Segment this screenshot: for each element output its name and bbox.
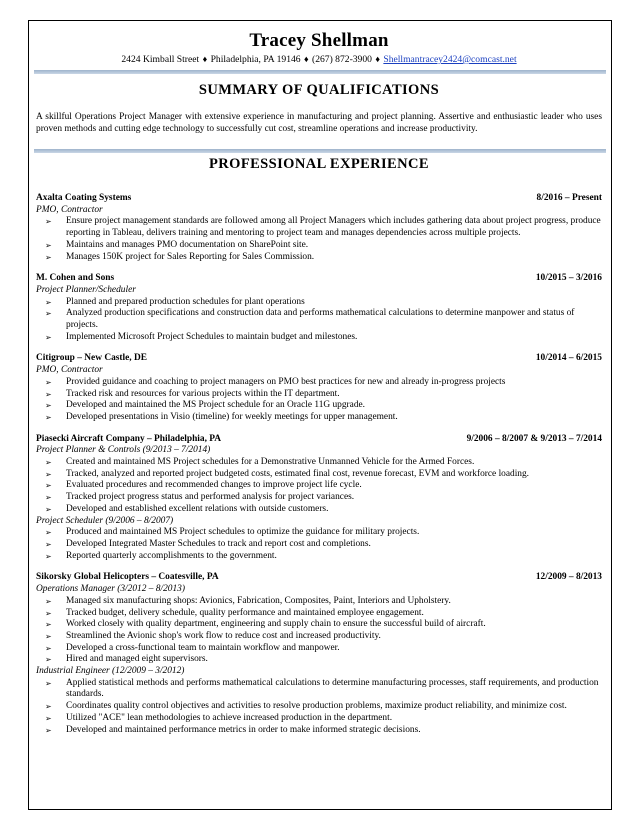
company-name: Piasecki Aircraft Company – Philadelphia, PA <box>36 433 222 444</box>
diamond-separator-icon: ♦ <box>304 54 309 64</box>
arrow-bullet-icon: ➢ <box>45 401 52 411</box>
company-name: Sikorsky Global Helicopters – Coatesville, PA <box>36 572 219 583</box>
bullet-text: Ensure project management standards are followed among all Project Managers which includes gathering data about project progress, produce reporting in Tableau, delivers training and mentoring to project team and manages dependencies across multiple projects. <box>66 216 601 239</box>
company-name: Citigroup – New Castle, DE <box>36 353 148 364</box>
list-item <box>36 527 602 539</box>
list-item <box>36 377 602 389</box>
bullet-text: Developed and maintained the MS Project schedule for an Oracle 11G upgrade. <box>66 400 366 411</box>
job-dates: 10/2014 – 6/2015 <box>535 353 602 364</box>
arrow-bullet-icon: ➢ <box>45 493 52 503</box>
arrow-bullet-icon: ➢ <box>45 539 52 549</box>
job-header <box>36 273 602 285</box>
bullet-text: Provided guidance and coaching to project managers on PMO best practices for new and already in-progress projects <box>66 376 506 387</box>
bullet-text: Tracked budget, delivery schedule, quality performance and maintained employee engagement. <box>66 607 424 618</box>
list-item <box>36 551 602 563</box>
role-title: PMO, Contractor <box>36 365 103 376</box>
list-item <box>36 596 602 608</box>
role-title: Project Planner/Scheduler <box>36 284 136 295</box>
arrow-bullet-icon: ➢ <box>45 551 52 561</box>
list-item <box>36 725 602 737</box>
list-item <box>36 389 602 401</box>
bullet-list <box>36 297 602 344</box>
arrow-bullet-icon: ➢ <box>45 481 52 491</box>
bullet-text: Reported quarterly accomplishments to the government. <box>66 550 277 561</box>
arrow-bullet-icon: ➢ <box>45 504 52 514</box>
list-item <box>36 608 602 620</box>
list-item <box>36 457 602 469</box>
header-divider <box>34 70 606 74</box>
list-item <box>36 308 602 331</box>
bullet-text: Streamlined the Avionic shop's work flow to reduce cost and increased productivity. <box>66 630 381 641</box>
list-item <box>36 713 602 725</box>
arrow-bullet-icon: ➢ <box>45 412 52 422</box>
job-header <box>36 434 602 446</box>
bullet-text: Developed presentations in Visio (timeline) for weekly meetings for upper management. <box>66 411 398 422</box>
summary-text: A skillful Operations Project Manager with extensive experience in manufacturing and project planning. Assertive and enthusiastic leader who uses proven methods and cutting edge technology to successfully cut cost, streamline operations and increase productivity. <box>36 112 602 135</box>
arrow-bullet-icon: ➢ <box>45 332 52 342</box>
list-item <box>36 643 602 655</box>
arrow-bullet-icon: ➢ <box>45 608 52 618</box>
job-dates: 9/2006 – 8/2007 & 9/2013 – 7/2014 <box>466 433 602 444</box>
bullet-text: Worked closely with quality department, engineering and supply chain to ensure the successful build of aircraft. <box>66 619 486 630</box>
job-dates: 12/2009 – 8/2013 <box>535 572 602 583</box>
bullet-list <box>36 377 602 424</box>
list-item <box>36 412 602 424</box>
bullet-text: Developed Integrated Master Schedules to track and report cost and completions. <box>66 538 371 549</box>
job-dates: 8/2016 – Present <box>536 193 602 203</box>
bullet-text: Produced and maintained MS Project schedules to optimize the guidance for military projects. <box>66 527 420 538</box>
bullet-list <box>36 457 602 516</box>
bullet-list <box>36 678 602 737</box>
bullet-text: Hired and managed eight supervisors. <box>66 654 208 665</box>
company-name: M. Cohen and Sons <box>36 273 115 284</box>
role-title: Project Scheduler (9/2006 – 8/2007) <box>36 515 174 526</box>
arrow-bullet-icon: ➢ <box>45 702 52 712</box>
bullet-list <box>36 596 602 666</box>
bullet-text: Created and maintained MS Project schedules for a Demonstrative Unmanned Vehicle for the Armed Forces. <box>66 457 475 468</box>
bullet-text: Evaluated procedures and recommended changes to improve project life cycle. <box>66 480 362 491</box>
email-link[interactable]: Shellmantracey2424@comcast.net <box>383 54 517 65</box>
company-name: Axalta Coating Systems <box>36 193 132 203</box>
arrow-bullet-icon: ➢ <box>45 528 52 538</box>
arrow-bullet-icon: ➢ <box>45 389 52 399</box>
bullet-text: Planned and prepared production schedules for plant operations <box>66 296 305 307</box>
bullet-text: Developed a cross-functional team to maintain workflow and manpower. <box>66 642 340 653</box>
arrow-bullet-icon: ➢ <box>45 297 52 307</box>
bullet-text: Implemented Microsoft Project Schedules to maintain budget and milestones. <box>66 331 358 342</box>
bullet-text: Manages 150K project for Sales Reporting for Sales Commission. <box>66 251 315 262</box>
address: 2424 Kimball Street <box>121 54 200 65</box>
arrow-bullet-icon: ➢ <box>45 240 52 250</box>
experience-heading: PROFESSIONAL EXPERIENCE <box>209 156 429 172</box>
bullet-list <box>36 216 602 263</box>
list-item <box>36 654 602 666</box>
job-header <box>36 353 602 365</box>
diamond-separator-icon: ♦ <box>375 54 380 64</box>
bullet-text: Tracked project progress status and performed analysis for project variances. <box>66 492 355 503</box>
bullet-text: Managed six manufacturing shops: Avionics, Fabrication, Composites, Paint, Interiors and Upholstery. <box>66 595 451 606</box>
bullet-text: Analyzed production specifications and construction data and performs mathematical calculations to determine manpower and status of projects. <box>66 308 575 331</box>
list-item <box>36 297 602 309</box>
role-title: Industrial Engineer (12/2009 – 3/2012) <box>36 666 185 677</box>
arrow-bullet-icon: ➢ <box>45 631 52 641</box>
job-entry <box>36 353 602 423</box>
bullet-list <box>36 527 602 562</box>
arrow-bullet-icon: ➢ <box>45 725 52 735</box>
arrow-bullet-icon: ➢ <box>45 713 52 723</box>
job-header <box>36 572 602 584</box>
arrow-bullet-icon: ➢ <box>45 217 52 227</box>
arrow-bullet-icon: ➢ <box>45 678 52 688</box>
list-item <box>36 332 602 344</box>
bullet-text: Developed and established excellent relations with outside customers. <box>66 503 329 514</box>
experience-list <box>36 193 602 746</box>
arrow-bullet-icon: ➢ <box>45 252 52 262</box>
contact-line <box>0 54 638 65</box>
bullet-text: Coordinates quality control objectives and activities to resolve production problems, maximize product reliability, and minimize cost. <box>66 701 567 712</box>
arrow-bullet-icon: ➢ <box>45 655 52 665</box>
list-item <box>36 480 602 492</box>
list-item <box>36 252 602 264</box>
list-item <box>36 492 602 504</box>
job-entry <box>36 193 602 263</box>
list-item <box>36 678 602 701</box>
bullet-text: Maintains and manages PMO documentation on SharePoint site. <box>66 239 309 250</box>
list-item <box>36 469 602 481</box>
job-dates: 10/2015 – 3/2016 <box>535 273 602 284</box>
candidate-name: Tracey Shellman <box>249 30 389 51</box>
arrow-bullet-icon: ➢ <box>45 309 52 319</box>
list-item <box>36 619 602 631</box>
bullet-text: Developed and maintained performance metrics in order to make informed strategic decisions. <box>66 724 421 735</box>
bullet-text: Tracked, analyzed and reported project budgeted costs, estimated final cost, revenue forecast, EVM and workforce loading. <box>66 468 530 479</box>
bullet-text: Tracked risk and resources for various projects within the IT department. <box>66 388 340 399</box>
arrow-bullet-icon: ➢ <box>45 469 52 479</box>
list-item <box>36 631 602 643</box>
list-item <box>36 240 602 252</box>
city: Philadelphia, PA 19146 <box>210 54 301 65</box>
arrow-bullet-icon: ➢ <box>45 620 52 630</box>
list-item <box>36 539 602 551</box>
diamond-separator-icon: ♦ <box>202 54 208 64</box>
summary-heading: SUMMARY OF QUALIFICATIONS <box>198 82 440 98</box>
list-item <box>36 504 602 516</box>
phone: (267) 872-3900 <box>312 54 372 65</box>
bullet-text: Applied statistical methods and performs mathematical calculations to determine manufacturing processes, staff requirements, and production standards. <box>66 677 599 700</box>
arrow-bullet-icon: ➢ <box>45 643 52 653</box>
role-title: Project Planner & Controls (9/2013 – 7/2014) <box>36 445 211 456</box>
job-entry <box>36 572 602 736</box>
job-entry <box>36 273 602 343</box>
job-header <box>36 193 602 205</box>
role-title: PMO, Contractor <box>36 204 103 215</box>
list-item <box>36 400 602 412</box>
summary-divider <box>34 149 606 153</box>
role-title: Operations Manager (3/2012 – 8/2013) <box>36 584 185 595</box>
arrow-bullet-icon: ➢ <box>45 458 52 468</box>
job-entry <box>36 434 602 563</box>
arrow-bullet-icon: ➢ <box>45 596 52 606</box>
list-item <box>36 701 602 713</box>
arrow-bullet-icon: ➢ <box>45 377 52 387</box>
bullet-text: Utilized "ACE" lean methodologies to achieve increased production in the department. <box>66 712 393 723</box>
list-item <box>36 216 602 239</box>
